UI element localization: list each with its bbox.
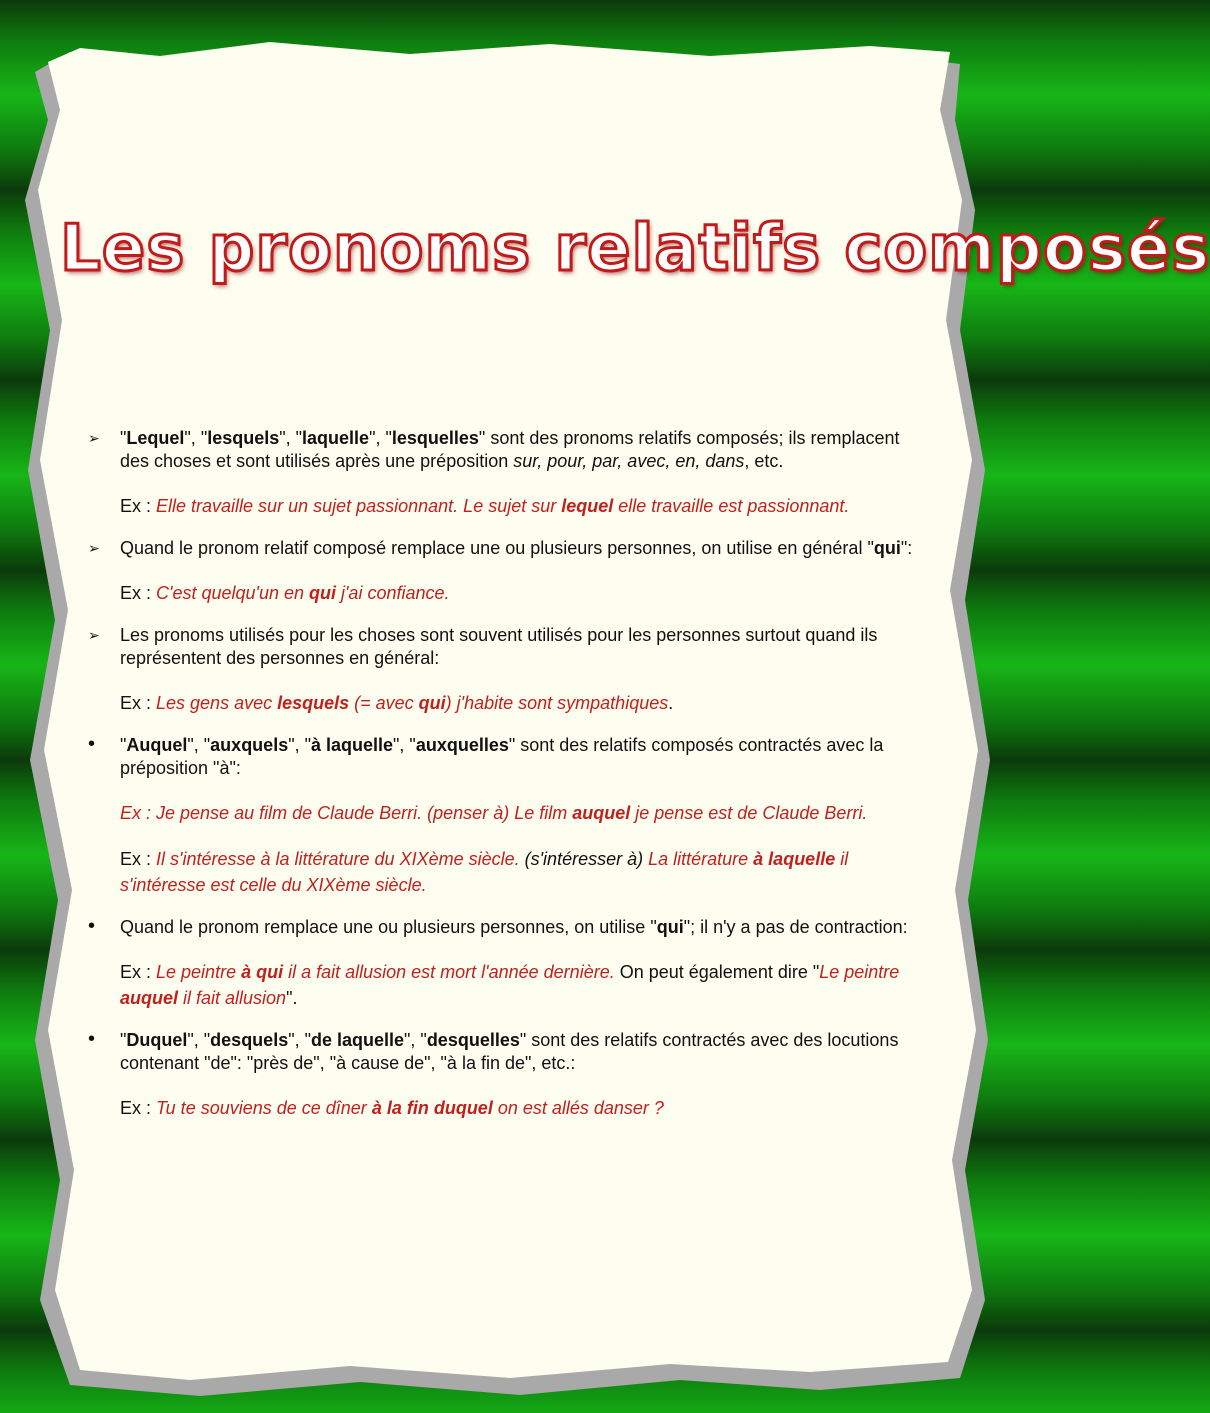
section-lequel: ➢ "Lequel", "lesquels", "laquelle", "lesquelles" sont des pronoms relatifs composés; ils remplacent des choses et sont utilisés après une préposition sur, pour, par, avec, en, dans, etc.	[88, 428, 900, 471]
lesson-body	[88, 427, 918, 1121]
arrow-bullet-icon: ➢	[88, 430, 100, 446]
section-qui: ➢ Quand le pronom relatif composé remplace une ou plusieurs personnes, on utilise en général "qui":	[88, 538, 913, 558]
example-4b: Ex : Il s'intéresse à la littérature du XIXème siècle. (s'intéresser à) La littérature à laquelle il s'intéresse est celle du XIXème siècle.	[120, 849, 849, 895]
bullet-dot-icon: •	[88, 915, 96, 937]
arrow-bullet-icon: ➢	[88, 540, 100, 556]
section-qui-contraction: • Quand le pronom remplace une ou plusieurs personnes, on utilise "qui"; il n'y a pas de contraction:	[88, 915, 908, 937]
example-6: Ex : Tu te souviens de ce dîner à la fin duquel on est allés danser ?	[120, 1098, 664, 1118]
bullet-dot-icon: •	[88, 733, 96, 755]
example-2: Ex : C'est quelqu'un en qui j'ai confiance.	[120, 583, 450, 603]
page-title: Les pronoms relatifs composés	[60, 212, 1210, 286]
example-5: Ex : Le peintre à qui il a fait allusion est mort l'année dernière. On peut également dire "Le peintre auquel il fait allusion".	[120, 962, 900, 1008]
example-4a: Ex : Je pense au film de Claude Berri. (penser à) Le film auquel je pense est de Claude Berri.	[120, 803, 868, 823]
example-1: Ex : Elle travaille sur un sujet passionnant. Le sujet sur lequel elle travaille est passionnant.	[120, 496, 850, 516]
bullet-dot-icon: •	[88, 1028, 96, 1050]
section-auquel: • "Auquel", "auxquels", "à laquelle", "auxquelles" sont des relatifs composés contractés avec la préposition "à":	[88, 733, 884, 778]
arrow-bullet-icon: ➢	[88, 627, 100, 643]
section-personnes: ➢ Les pronoms utilisés pour les choses sont souvent utilisés pour les personnes surtout quand ils représentent des personnes en général:	[88, 625, 878, 668]
section-duquel: • "Duquel", "desquels", "de laquelle", "desquelles" sont des relatifs contractés avec des locutions contenant "de": "près de", "à cause de", "à la fin de", etc.:	[88, 1028, 899, 1073]
example-3: Ex : Les gens avec lesquels (= avec qui) j'habite sont sympathiques.	[120, 693, 674, 713]
